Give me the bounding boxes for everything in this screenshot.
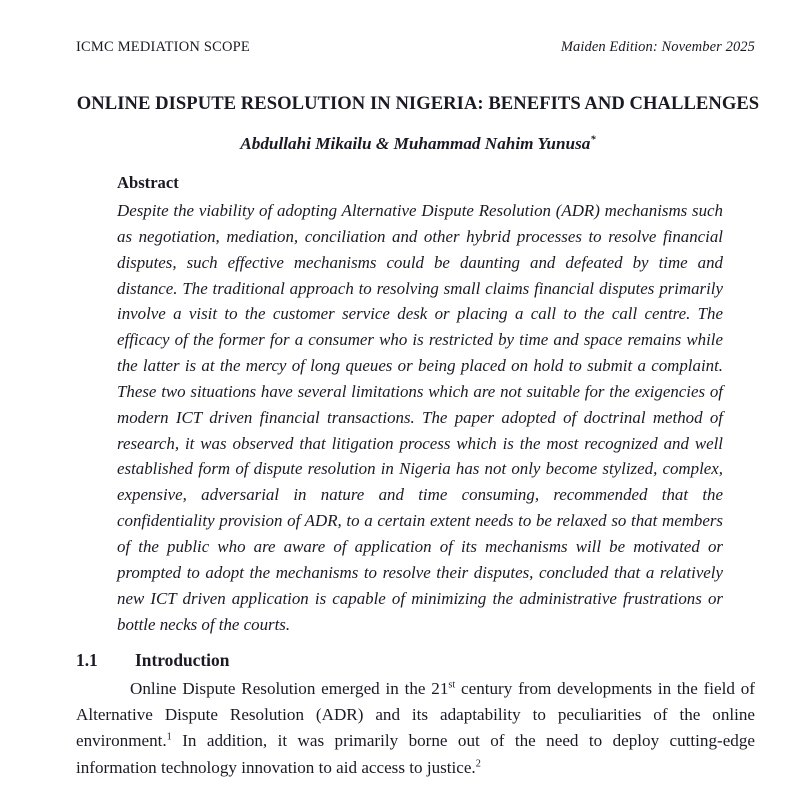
introduction-paragraph — [76, 676, 755, 781]
section-heading-introduction — [76, 648, 755, 672]
abstract-text: Despite the viability of adopting Alternative Dispute Resolution (ADR) mechanisms such as negotiation, mediation, conciliation and other hybrid processes to resolve financial disputes, such effective mechanisms could be daunting and defeated by time and distance. The traditional approach to resolving small claims financial disputes primarily involve a visit to the customer service desk or placing a call to the call centre. The efficacy of the former for a consumer who is restricted by time and space remains while the latter is at the mercy of long queues or being placed on hold to submit a complaint. These two situations have several limitations which are not suitable for the exigencies of modern ICT driven financial transactions. The paper adopted of doctrinal method of research, it was observed that litigation process which is the most recognized and well established form of dispute resolution in Nigeria has not only become stylized, complex, expensive, adversarial in nature and time consuming, recommended that the confidentiality provision of ADR, to a certain extent needs to be relaxed so that members of the public who are aware of application of its mechanisms will be motivated or prompted to adopt the mechanisms to resolve their disputes, concluded that a relatively new ICT driven application is capable of minimizing the administrative frustrations or bottle necks of the courts. — [117, 201, 723, 634]
running-header — [76, 38, 755, 56]
edition-label: Maiden Edition: November 2025 — [560, 39, 755, 55]
author-footnote-marker: * — [590, 134, 596, 146]
abstract-section — [117, 172, 723, 637]
intro-text-part2: century from developments in the field of Alternative Dispute Resolution (ADR) and its adaptability to peculiarities of the online environment. — [76, 679, 755, 751]
section-number: 1.1 — [76, 650, 98, 670]
ordinal-suffix: st — [448, 679, 456, 691]
author-line — [60, 132, 776, 155]
abstract-heading: Abstract — [117, 173, 179, 192]
section-title: Introduction — [135, 650, 230, 670]
intro-text-part1: Online Dispute Resolution emerged in the 21 — [130, 679, 449, 698]
footnote-marker-1: 1 — [166, 731, 172, 743]
journal-name: ICMC MEDIATION SCOPE — [76, 39, 250, 55]
article-title: ONLINE DISPUTE RESOLUTION IN NIGERIA: BENEFITS AND CHALLENGES — [76, 93, 760, 114]
author-names: Abdullahi Mikailu & Muhammad Nahim Yunusa — [240, 134, 591, 153]
footnote-marker-2: 2 — [475, 757, 481, 769]
intro-text-part3: In addition, it was primarily borne out of the need to deploy cutting-edge information technology innovation to aid access to justice. — [76, 731, 755, 777]
